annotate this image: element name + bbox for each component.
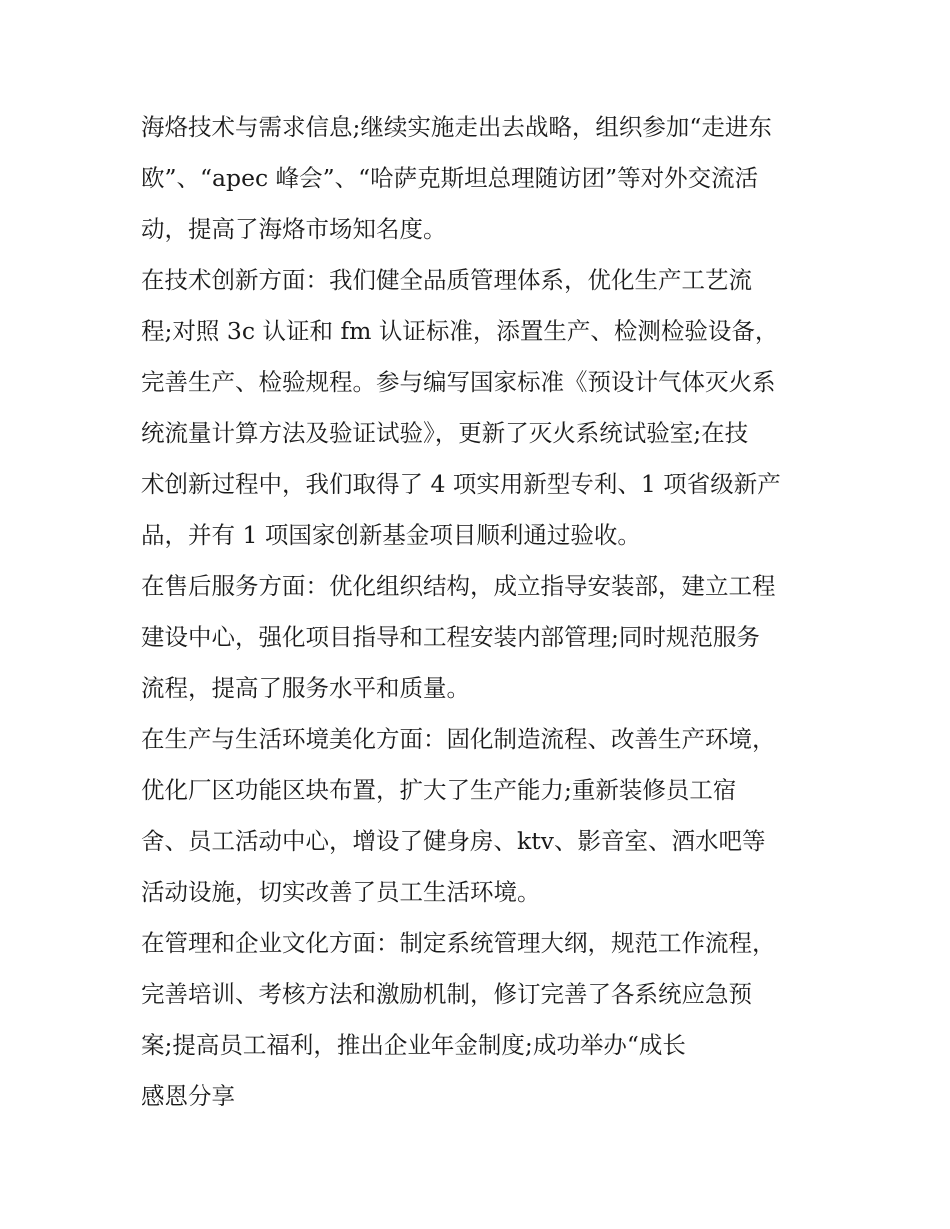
text-line: 欧”、“apec 峰会”、“哈萨克斯坦总理随访团”等对外交流活 (141, 164, 759, 192)
body-text (141, 102, 831, 1122)
text-line: 舍、员工活动中心，增设了健身房、ktv、影音室、酒水吧等 (141, 827, 766, 855)
text-line: 完善培训、考核方法和激励机制，修订完善了各系统应急预 (141, 980, 752, 1008)
text-line: 活动设施，切实改善了员工生活环境。 (141, 878, 541, 906)
text-line: 建设中心，强化项目指导和工程安装内部管理;同时规范服务 (141, 623, 760, 651)
text-line: 流程，提高了服务水平和质量。 (141, 674, 470, 702)
text-line: 在管理和企业文化方面：制定系统管理大纲，规范工作流程， (141, 929, 776, 957)
text-line: 在技术创新方面：我们健全品质管理体系，优化生产工艺流 (141, 266, 752, 294)
text-line: 统流量计算方法及验证试验》，更新了灭火系统试验室;在技 (141, 419, 749, 447)
text-line: 感恩分享 (141, 1082, 235, 1110)
text-line: 海烙技术与需求信息;继续实施走出去战略，组织参加“走进东 (141, 113, 772, 141)
text-line: 优化厂区功能区块布置，扩大了生产能力;重新装修员工宿 (141, 776, 737, 804)
text-line: 案;提高员工福利，推出企业年金制度;成功举办“成长 (141, 1031, 686, 1059)
text-line: 在生产与生活环境美化方面：固化制造流程、改善生产环境， (141, 725, 776, 753)
text-line: 动，提高了海烙市场知名度。 (141, 215, 447, 243)
text-line: 术创新过程中，我们取得了 4 项实用新型专利、1 项省级新产 (141, 470, 781, 498)
text-line: 品，并有 1 项国家创新基金项目顺利通过验收。 (141, 521, 641, 549)
text-line: 在售后服务方面：优化组织结构，成立指导安装部，建立工程 (141, 572, 776, 600)
text-line: 完善生产、检验规程。参与编写国家标准《预设计气体灭火系 (141, 368, 776, 396)
text-line: 程;对照 3c 认证和 fm 认证标准，添置生产、检测检验设备， (141, 317, 779, 345)
